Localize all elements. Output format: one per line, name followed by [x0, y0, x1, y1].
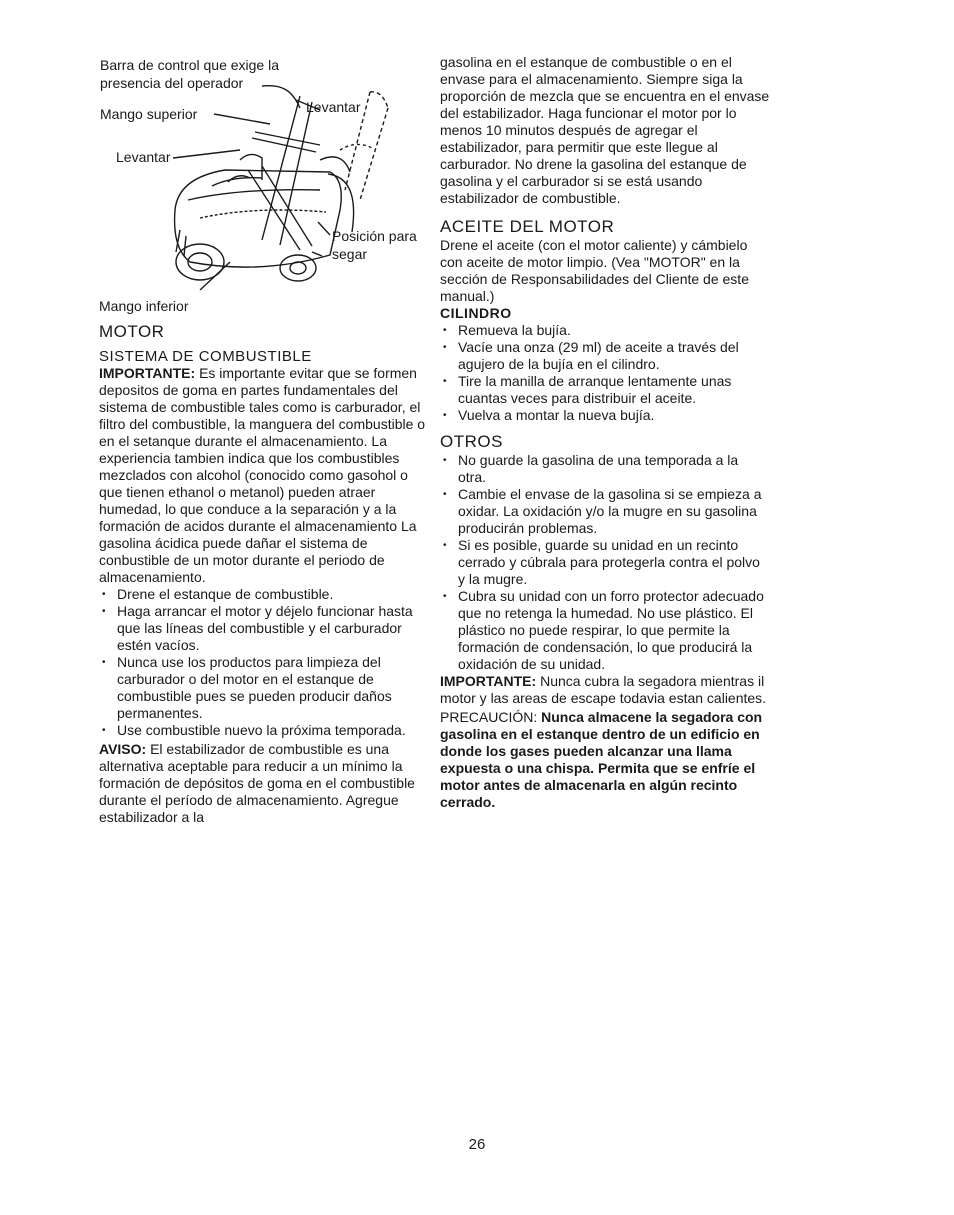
oil-paragraph: Drene el aceite (con el motor caliente) y cámbielo con aceite de motor limpio. (Vea "MOTOR" en la sección de Responsabilidades del Cliente de este manual.) [440, 237, 749, 304]
leader-line [214, 114, 270, 124]
heading-motor: MOTOR [99, 322, 165, 341]
list-item: • Si es posible, guarde su unidad en un recinto cerrado y cúbrala para protegerla contra el polvo y la mugre. [440, 537, 770, 588]
important2-text: Nunca cubra la segadora mientras il motor y las areas de escape todavia estan calientes. [440, 673, 767, 706]
notice-paragraph [99, 741, 429, 826]
leader-line [262, 86, 300, 108]
page-number: 26 [468, 1136, 486, 1153]
heading-fuel-system: SISTEMA DE COMBUSTIBLE [99, 348, 312, 365]
list-item: • Drene el estanque de combustible. [99, 586, 429, 603]
list-item: • Vacíe una onza (29 ml) de aceite a través del agujero de la bujía en el cilindro. [440, 339, 770, 373]
label-upper-handle: Mango superior [100, 106, 198, 122]
important-text: Es importante evitar que se formen depositos de goma en partes fundamentales del sistema de combustible tales como is carburador, el filtro del combustible, la manguera del combustible o en el setanque durante el almacenamiento. La experiencia tambien indica que los combustibles mezclados con alcohol (conocido como gasohol o que tienen ethanol o metanol) pueden atraer humedad, lo que conduce a la separación y a la formación de acidos durante el almacenamiento La gasolina ácidica puede dañar el sistema de conbustible de un motor durante el periodo de almacenamiento. [99, 365, 426, 585]
list-item: • Cubra su unidad con un forro protector adecuado que no retenga la humedad. No use plástico. El plástico no puede respirar, lo que permite la formación de condensación, lo que producirá la oxidación de su unidad. [440, 588, 770, 673]
label-lift-left: Levantar [116, 149, 171, 165]
label-lift-top: Levantar [306, 99, 361, 115]
cylinder-bullet-list [440, 322, 770, 424]
list-item: • Vuelva a montar la nueva bujía. [440, 407, 770, 424]
heading-engine-oil: ACEITE DEL MOTOR [440, 217, 615, 236]
label-mow-position-line2: segar [332, 246, 368, 262]
continuation-paragraph: gasolina en el estanque de combustible o en el envase para el almacenamiento. Siempre siga la proporción de mezcla que se encuentra en el envase del estabilizador. Haga funcionar el motor por lo menos 10 minutos después de agregar el estabilizador, para permitir que este llegue al carburador. No drene la gasolina del estanque de gasolina y el carburador si se está usando estabilizador de combustible. [440, 54, 770, 206]
list-item: • Remueva la bujía. [440, 322, 770, 339]
caution-label: PRECAUCIÓN: [440, 709, 538, 725]
notice-label: AVISO: [99, 741, 147, 757]
leader-line [318, 222, 330, 235]
heading-cylinder: CILINDRO [440, 305, 512, 321]
list-item: • Nunca use los productos para limpieza del carburador o del motor en el estanque de combustible pues se pueden producir daños permanentes. [99, 654, 429, 722]
important2-label: IMPORTANTE: [440, 673, 537, 689]
heading-others: OTROS [440, 432, 503, 451]
list-item: • Tire la manilla de arranque lentamente unas cuantas veces para distribuir el aceite. [440, 373, 770, 407]
leader-line [173, 150, 240, 158]
label-lower-handle: Mango inferior [99, 298, 189, 314]
important-paragraph [99, 365, 429, 586]
label-control-bar-line2: presencia del operador [100, 75, 244, 91]
list-item: • Use combustible nuevo la próxima temporada. [99, 722, 429, 739]
important2-paragraph [440, 673, 770, 707]
label-mow-position-line1: Posición para [332, 228, 417, 244]
left-column [99, 322, 429, 826]
caution-paragraph [440, 709, 770, 811]
notice-text: El estabilizador de combustible es una alternativa aceptable para reducir a un mínimo la formación de depósitos de goma en el combustible durante el período de almacenamiento. Agregue estabilizador a la [99, 741, 415, 825]
important-label: IMPORTANTE: [99, 365, 196, 381]
right-column [440, 54, 770, 811]
others-bullet-list [440, 452, 770, 673]
list-item: • Cambie el envase de la gasolina si se empieza a oxidar. La oxidación y/o la mugre en su gasolina producirán problemas. [440, 486, 770, 537]
caution-text: Nunca almacene la segadora con gasolina en el estanque dentro de un edificio en donde los gases pueden alcanzar una llama expuesta o una chispa. Permita que se enfríe el motor antes de almacenarla en algún recinto cerrado. [440, 709, 763, 810]
fuel-bullet-list [99, 586, 429, 739]
list-item: • Haga arrancar el motor y déjelo funcionar hasta que las líneas del combustible y el carburador estén vacíos. [99, 603, 429, 654]
list-item: • No guarde la gasolina de una temporada a la otra. [440, 452, 770, 486]
label-control-bar-line1: Barra de control que exige la [100, 57, 279, 73]
